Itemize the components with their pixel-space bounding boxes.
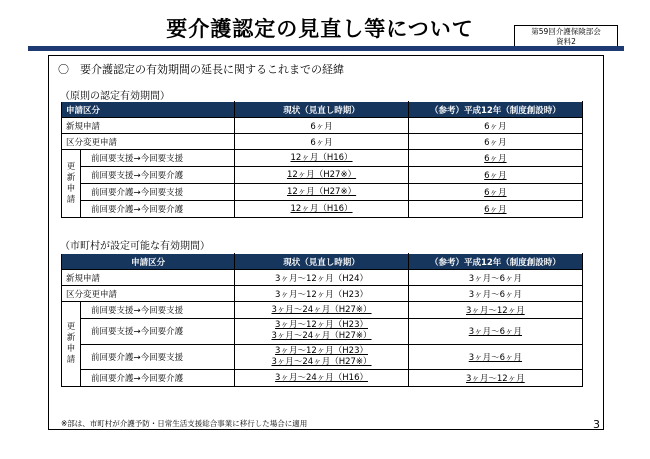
current-value: 3ヶ月～24ヶ月（H27※） [235, 302, 408, 319]
table-row [62, 344, 583, 370]
current-value: 12ヶ月（H27※） [235, 167, 408, 184]
header-current: 現状（見直し時期） [235, 254, 408, 270]
table-row [62, 134, 583, 150]
current-value: 3ヶ月～12ヶ月（H23） 3ヶ月～24ヶ月（H27※） [235, 344, 408, 370]
reference-value: 6ヶ月 [408, 184, 582, 201]
table-header-row [62, 102, 583, 118]
row-label: 前回要支援→今回要介護 [80, 167, 234, 184]
reference-value: 3ヶ月～6ヶ月 [408, 286, 582, 302]
current-value: 12ヶ月（H27※） [235, 184, 408, 201]
table-row [62, 319, 583, 345]
current-value: 3ヶ月～24ヶ月（H16） [235, 370, 408, 387]
reference-value: 6ヶ月 [408, 201, 582, 218]
title-underline-bar [28, 46, 624, 51]
current-value: 6ヶ月 [235, 118, 408, 134]
reference-value: 3ヶ月～6ヶ月 [408, 344, 582, 370]
renewal-label: 更 新 申 請 [62, 150, 81, 218]
reference-value: 6ヶ月 [408, 150, 582, 167]
row-label: 区分変更申請 [62, 134, 235, 150]
table-row [62, 302, 583, 319]
table-row [62, 167, 583, 184]
current-value: 3ヶ月～12ヶ月（H24） [235, 270, 408, 286]
page-title: 要介護認定の見直し等について [166, 17, 474, 41]
row-label: 新規申請 [62, 270, 235, 286]
meeting-label-box [514, 25, 618, 47]
section1-label: （原則の認定有効期間） [60, 91, 170, 102]
table-header-row [62, 254, 583, 270]
row-label: 前回要介護→今回要支援 [80, 184, 234, 201]
table-row [62, 184, 583, 201]
header-current: 現状（見直し時期） [235, 102, 408, 118]
section1-table [61, 101, 583, 218]
table-row [62, 201, 583, 218]
table-row [62, 286, 583, 302]
row-label: 前回要支援→今回要介護 [80, 319, 234, 345]
header-category: 申請区分 [62, 102, 235, 118]
header-category: 申請区分 [62, 254, 235, 270]
current-value: 3ヶ月～12ヶ月（H23） [235, 286, 408, 302]
footnote: ※部は、市町村が介護予防・日常生活支援総合事業に移行した場合に適用 [61, 419, 308, 428]
row-label: 前回要支援→今回要支援 [80, 150, 234, 167]
document-number: 資料2 [556, 37, 576, 46]
section2-table [61, 253, 583, 387]
reference-value: 3ヶ月～6ヶ月 [408, 270, 582, 286]
table-row [62, 150, 583, 167]
header-reference: （参考）平成12年（制度創設時） [408, 254, 582, 270]
current-value: 12ヶ月（H16） [235, 201, 408, 218]
reference-value: 6ヶ月 [408, 118, 582, 134]
row-label: 区分変更申請 [62, 286, 235, 302]
table-row [62, 270, 583, 286]
reference-value: 6ヶ月 [408, 134, 582, 150]
row-label: 前回要支援→今回要支援 [80, 302, 234, 319]
row-label: 前回要介護→今回要介護 [80, 370, 234, 387]
current-value: 12ヶ月（H16） [235, 150, 408, 167]
main-heading: 〇 要介護認定の有効期間の延長に関するこれまでの経緯 [58, 63, 344, 76]
reference-value: 3ヶ月～12ヶ月 [408, 370, 582, 387]
page-number: 3 [593, 418, 600, 431]
row-label: 前回要介護→今回要介護 [80, 201, 234, 218]
current-value: 6ヶ月 [235, 134, 408, 150]
renewal-label: 更 新 申 請 [62, 302, 81, 387]
table-row [62, 370, 583, 387]
section2-label: （市町村が設定可能な有効期間） [60, 241, 210, 252]
row-label: 前回要介護→今回要支援 [80, 344, 234, 370]
header-reference: （参考）平成12年（制度創設時） [408, 102, 582, 118]
reference-value: 6ヶ月 [408, 167, 582, 184]
meeting-name: 第59回介護保険部会 [531, 27, 601, 36]
row-label: 新規申請 [62, 118, 235, 134]
table-row [62, 118, 583, 134]
current-value: 3ヶ月～12ヶ月（H23） 3ヶ月～24ヶ月（H27※） [235, 319, 408, 345]
reference-value: 3ヶ月～12ヶ月 [408, 302, 582, 319]
reference-value: 3ヶ月～6ヶ月 [408, 319, 582, 345]
